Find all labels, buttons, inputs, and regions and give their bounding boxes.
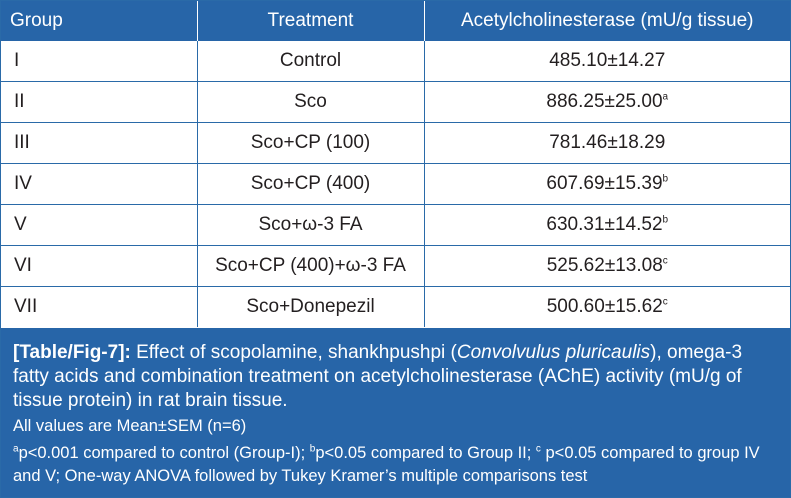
- cell-value: [424, 41, 790, 82]
- cell-treatment: Sco: [197, 82, 424, 123]
- cell-treatment: Sco+ω-3 FA: [197, 205, 424, 246]
- table-row: [1, 287, 790, 328]
- value-superscript: c: [662, 255, 668, 267]
- value-superscript: b: [662, 214, 669, 226]
- table-row: [1, 123, 790, 164]
- footnote-mark-c: c: [535, 443, 541, 455]
- value-text: 630.31±14.52: [546, 214, 663, 235]
- value-superscript: c: [662, 296, 668, 308]
- value-text: 781.46±18.29: [549, 132, 666, 153]
- header-treatment: Treatment: [197, 1, 424, 41]
- table-row: [1, 205, 790, 246]
- value-text: 886.25±25.00: [546, 91, 663, 112]
- cell-treatment: Sco+Donepezil: [197, 287, 424, 328]
- cell-value: [424, 287, 790, 328]
- value-text: 525.62±13.08: [546, 255, 663, 276]
- value-text: 607.69±15.39: [546, 173, 663, 194]
- cell-treatment: Sco+CP (400)+ω-3 FA: [197, 246, 424, 287]
- cell-value: [424, 164, 790, 205]
- cell-treatment: Control: [197, 41, 424, 82]
- cell-group: I: [1, 41, 197, 82]
- footnote-text-a: p<0.001 compared to control (Group-I);: [18, 444, 310, 462]
- table-row: [1, 82, 790, 123]
- footnote-text-b: p<0.05 compared to Group II;: [315, 444, 536, 462]
- cell-value: [424, 82, 790, 123]
- cell-group: III: [1, 123, 197, 164]
- caption-footnote: [13, 442, 778, 488]
- caption-label: [Table/Fig-7]:: [13, 342, 131, 363]
- cell-treatment: Sco+CP (100): [197, 123, 424, 164]
- cell-group: IV: [1, 164, 197, 205]
- table-caption: [1, 328, 790, 497]
- cell-group: II: [1, 82, 197, 123]
- table-row: [1, 246, 790, 287]
- cell-group: VI: [1, 246, 197, 287]
- header-ache: Acetylcholinesterase (mU/g tissue): [424, 1, 790, 41]
- caption-note: All values are Mean±SEM (n=6): [13, 417, 247, 435]
- cell-value: [424, 246, 790, 287]
- value-superscript: a: [662, 91, 669, 103]
- caption-text-after: ), omega-3 fatty acids and combination treatment on acetylcholinesterase (AChE) activity (mU/g of tissue protein) in rat brain tissue.: [13, 342, 743, 411]
- footnote-mark-b: b: [309, 443, 316, 455]
- footnote-mark-a: a: [13, 443, 19, 455]
- ache-table: [1, 1, 790, 327]
- value-text: 500.60±15.62: [546, 296, 663, 317]
- value-text: 485.10±14.27: [549, 50, 666, 71]
- cell-value: [424, 123, 790, 164]
- cell-group: V: [1, 205, 197, 246]
- value-superscript: b: [662, 173, 669, 185]
- caption-text-before: Effect of scopolamine, shankhpushpi (: [130, 342, 457, 363]
- caption-italic-species: Convolvulus pluricaulis: [456, 342, 651, 363]
- caption-main: [13, 341, 778, 413]
- header-group: Group: [1, 1, 197, 41]
- table-header-row: [1, 1, 790, 41]
- footnote-text-c: p<0.05 compared to group IV and V; One-way ANOVA followed by Tukey Kramer’s multiple comparisons test: [13, 444, 760, 485]
- cell-value: [424, 205, 790, 246]
- table-row: [1, 41, 790, 82]
- cell-group: VII: [1, 287, 197, 328]
- cell-treatment: Sco+CP (400): [197, 164, 424, 205]
- table-row: [1, 164, 790, 205]
